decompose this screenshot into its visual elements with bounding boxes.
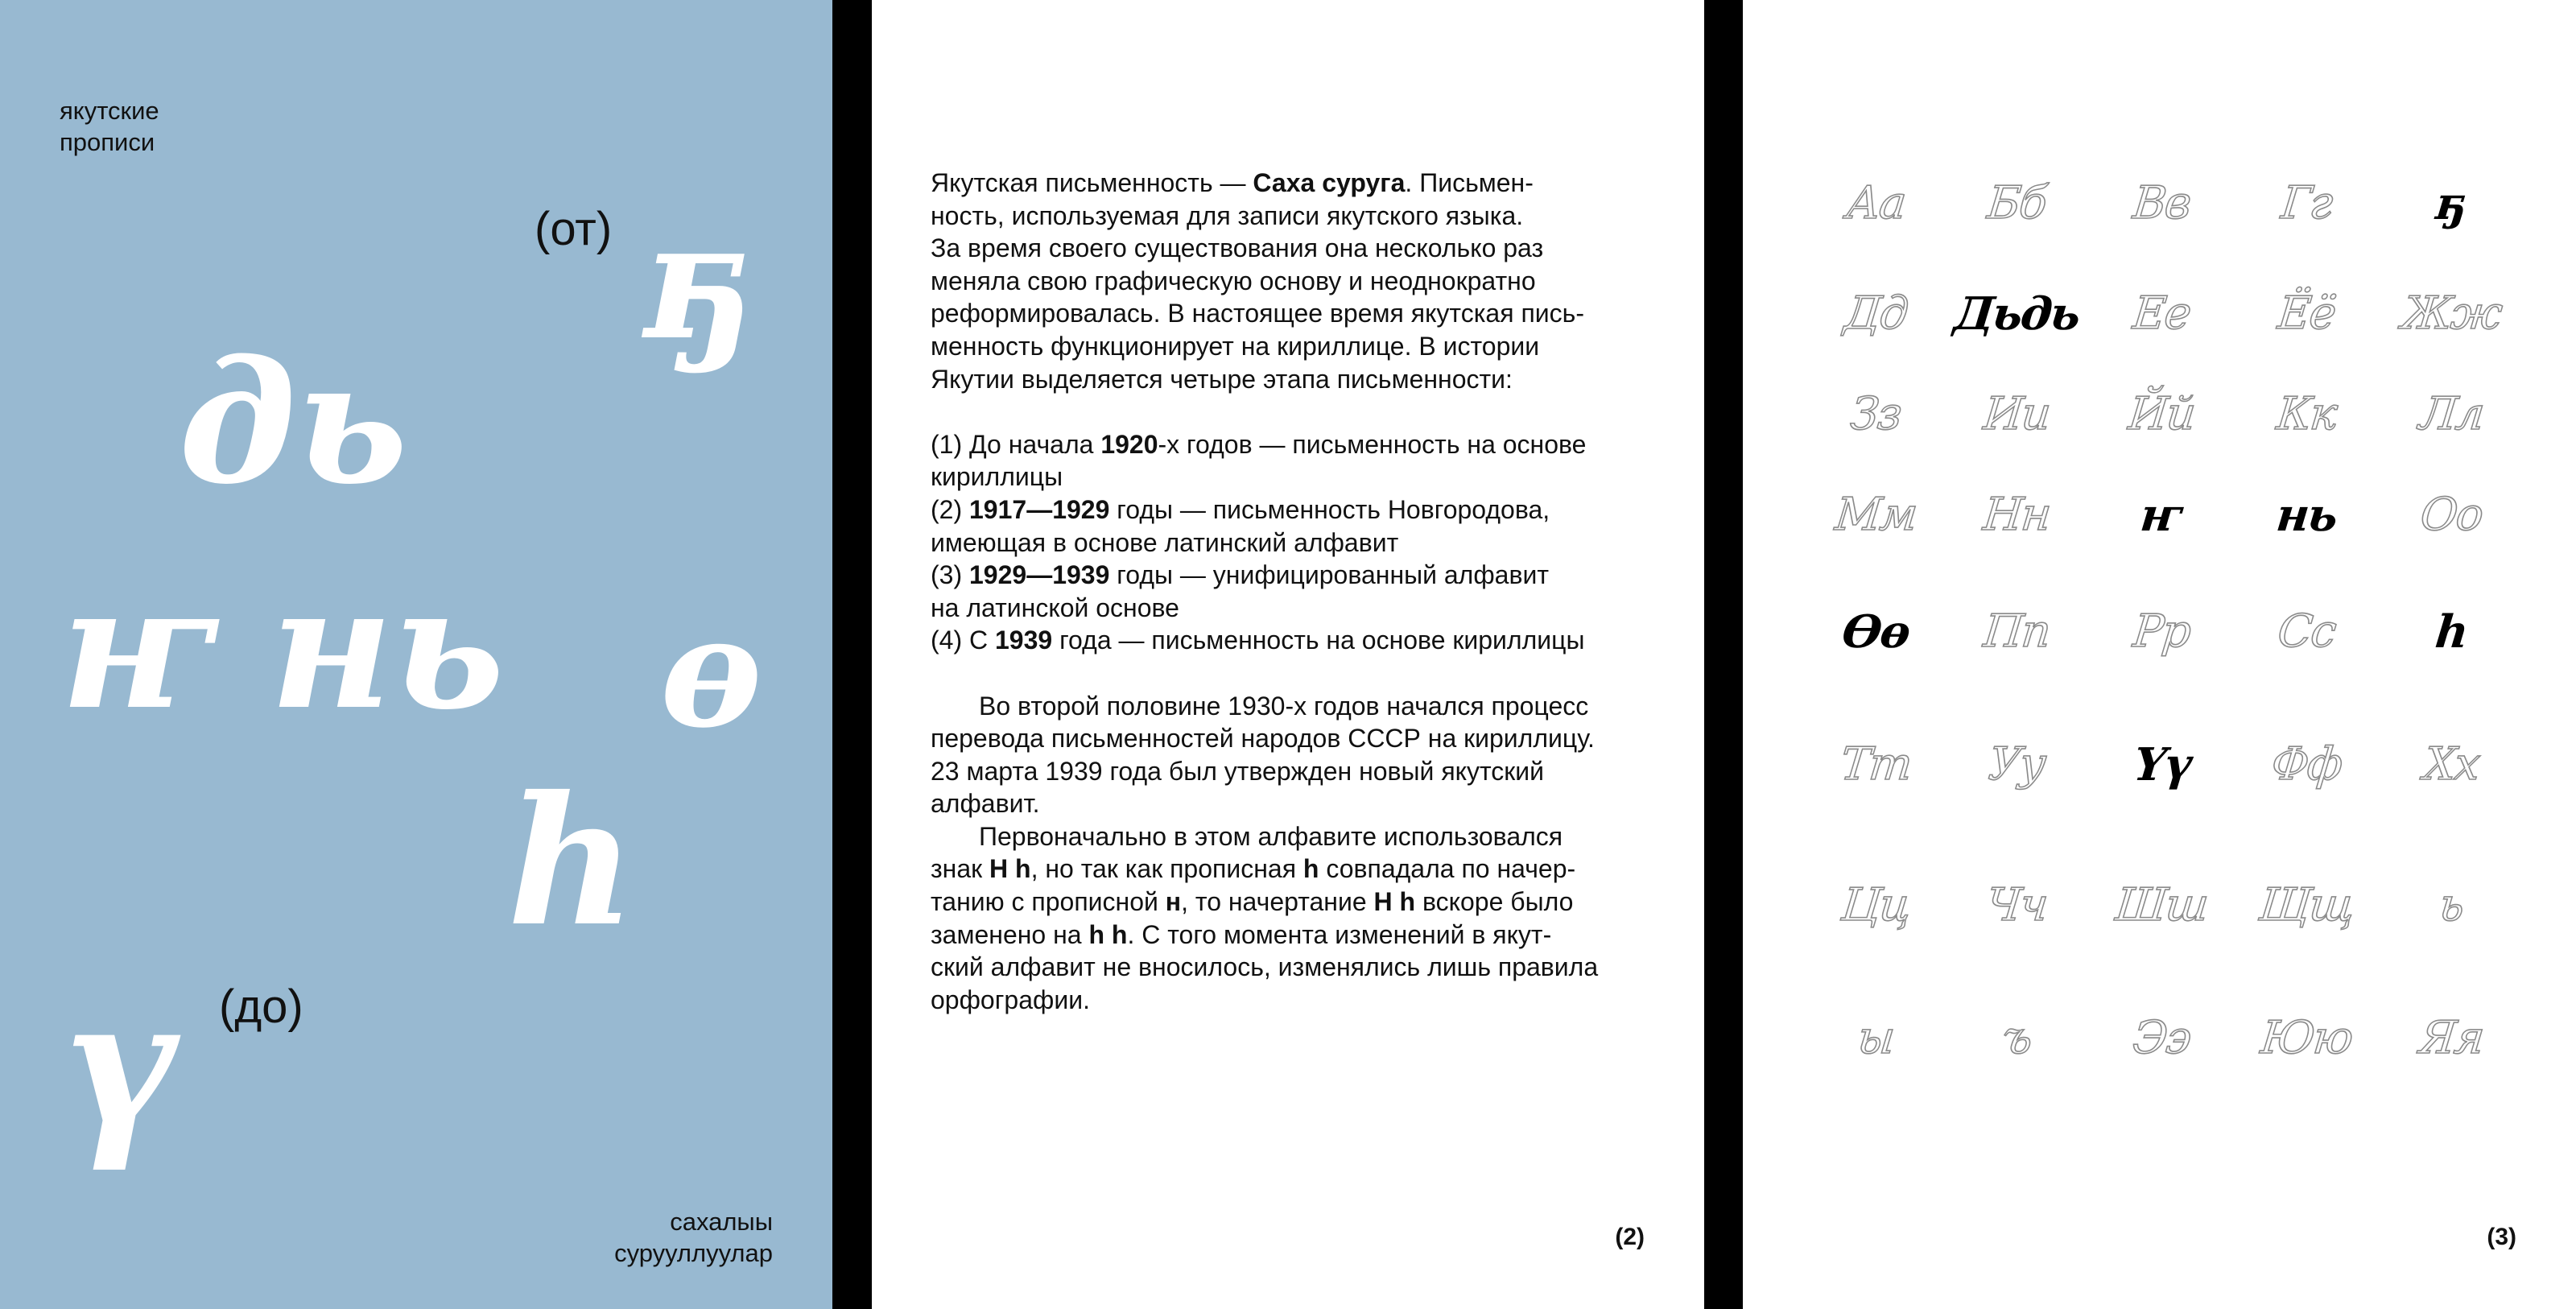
text-line: перевода письменностей народов СССР на кириллицу. [931, 724, 1595, 754]
text-line: алфавит. [931, 789, 1040, 819]
text-line: танию с прописной н, то начертание Н һ вскоре было [931, 887, 1574, 917]
alphabet-letter: ҥ [2137, 489, 2186, 542]
alphabet-letter: Ии [1981, 388, 2052, 440]
text-line: ность, используемая для записи якутского языка. [931, 200, 1524, 230]
alphabet-letter: ь [2437, 879, 2466, 931]
alphabet-letter: ы [1855, 1012, 1897, 1064]
text-line: кириллицы [931, 462, 1063, 492]
alphabet-letter: һ [2433, 605, 2470, 659]
stage-2: (2) 1917—1929 годы — письменность Новгородова, [931, 494, 1550, 524]
text-line: имеющая в основе латинский алфавит [931, 527, 1399, 557]
script-letter-shha: һ [507, 757, 636, 965]
text-line: 23 марта 1939 года был утвержден новый якутский [931, 756, 1545, 786]
script-letter-u-straight: ү [64, 958, 171, 1175]
alphabet-letter: Ээ [2130, 1012, 2193, 1064]
alphabet-letter: Аа [1843, 177, 1908, 229]
alphabet-letter: Цц [1839, 879, 1913, 931]
cover-subtitle [614, 1206, 773, 1269]
alphabet-letter: Дьдь [1951, 287, 2082, 341]
alphabet-letter: Вв [2130, 177, 2193, 229]
alphabet-letter: Тт [1838, 738, 1913, 791]
alphabet-letter: ъ [1999, 1012, 2034, 1064]
text-line: меняла свою графическую основу и неоднократно [931, 266, 1536, 295]
alphabet-letter: Пп [1981, 605, 2052, 658]
cover-title-line-1: якутские [60, 97, 159, 125]
text-line: Якутии выделяется четыре этапа письменности: [931, 364, 1513, 394]
alphabet-letter: Хх [2421, 738, 2482, 791]
alphabet-letter: Яя [2417, 1012, 2486, 1064]
alphabet-letter: Щщ [2256, 879, 2356, 931]
alphabet-letter: Зз [1847, 388, 1904, 440]
alphabet-letter: Үү [2131, 738, 2192, 791]
to-label: (до) [219, 981, 303, 1033]
alphabet-letter: Бб [1984, 177, 2049, 229]
alphabet-letter: Дд [1842, 287, 1909, 340]
alphabet-letter: Ее [2130, 287, 2193, 340]
alphabet-letter: Гг [2278, 177, 2334, 229]
alphabet-letter: Жж [2399, 287, 2504, 340]
alphabet-letter: Шш [2113, 879, 2210, 931]
alphabet-letter: Рр [2130, 605, 2193, 658]
script-letter-eng: ҥ [60, 548, 222, 747]
alphabet-page [1743, 0, 2576, 1309]
alphabet-letter: Сс [2275, 605, 2338, 658]
text-line: орфографии. [931, 985, 1090, 1014]
stage-3: (3) 1929—1939 годы — унифицированный алфавит [931, 560, 1549, 590]
text-line: заменено на һ һ. С того момента изменений в якут- [931, 919, 1552, 949]
stage-4: (4) С 1939 года — письменность на основе кириллицы [931, 626, 1585, 655]
cover-title [60, 95, 159, 158]
alphabet-letter: Йй [2126, 388, 2197, 440]
alphabet-letter: Мм [1832, 489, 1919, 541]
alphabet-letter: Юю [2258, 1012, 2355, 1064]
script-letter-ny: нь [270, 548, 505, 747]
alphabet-letter: Чч [1984, 879, 2050, 931]
text-line: Во второй половине 1930-х годов начался процесс [979, 691, 1589, 721]
text-line: ский алфавит не вносилось, изменялись лишь правила [931, 952, 1599, 982]
text-page [872, 0, 1704, 1309]
page-number: (3) [2487, 1224, 2516, 1250]
alphabet-letter: Ёё [2275, 287, 2338, 340]
page-number: (2) [1615, 1224, 1645, 1250]
cover-subtitle-line-1: сахалыы [670, 1208, 773, 1236]
text-line: реформировалась. В настоящее время якутская пись- [931, 299, 1584, 328]
alphabet-letter: нь [2273, 489, 2339, 542]
text-line: Первоначально в этом алфавите использовался [979, 821, 1563, 851]
cover-title-line-2: прописи [60, 128, 155, 156]
text-line: на латинской основе [931, 593, 1179, 622]
alphabet-letter: ҕ [2433, 177, 2470, 230]
alphabet-letter: Оо [2417, 489, 2485, 541]
text-line: менность функционирует на кириллице. В истории [931, 331, 1540, 361]
text-line: знак Н һ, но так как прописная һ совпадала по начер- [931, 854, 1576, 884]
text-line: За время своего существования она несколько раз [931, 233, 1544, 263]
article-body [931, 167, 1655, 1016]
alphabet-letter: Өө [1839, 605, 1912, 659]
cover-subtitle-line-2: сурууллуулар [614, 1239, 773, 1267]
script-letter-o-barred: ө [660, 582, 762, 762]
alphabet-letter: Лл [2417, 388, 2486, 440]
alphabet-letter: Фф [2268, 738, 2344, 791]
script-letter-ghe-hook: ҕ [644, 187, 758, 376]
from-label: (от) [535, 203, 613, 255]
script-letter-dzh: дь [179, 323, 408, 522]
stage-1: (1) До начала 1920-х годов — письменность на основе [931, 429, 1587, 459]
alphabet-letter: Уу [1986, 738, 2047, 791]
alphabet-letter: Нн [1980, 489, 2053, 541]
alphabet-letter: Кк [2274, 388, 2339, 440]
text-line: Якутская письменность — Саха суруга. Письмен- [931, 168, 1534, 197]
cover-page [0, 0, 832, 1309]
